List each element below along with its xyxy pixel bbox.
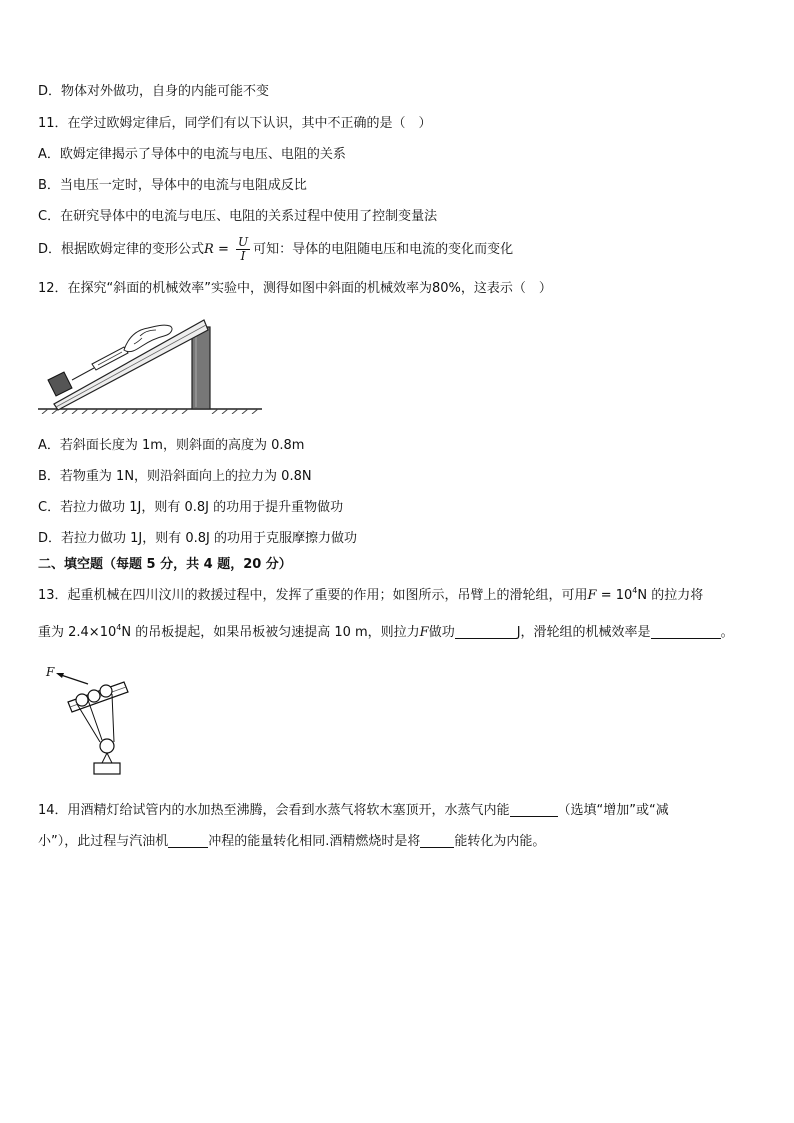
q14-line-2-b: 冲程的能量转化相同.酒精燃烧时是将 — [208, 834, 421, 849]
work-blank[interactable] — [455, 624, 517, 639]
q11-option-a: A．欧姆定律揭示了导体中的电流与电压、电阻的关系 — [38, 147, 346, 162]
q12-option-a: A．若斜面长度为 1m，则斜面的高度为 0.8m — [38, 438, 305, 453]
q13-line-2-e: 。 — [720, 625, 734, 640]
pulley-1 — [76, 694, 88, 706]
movable-pulley — [100, 739, 114, 753]
incline-figure — [36, 312, 266, 414]
block — [48, 372, 72, 396]
q11-stem: 11．在学过欧姆定律后，同学们有以下认识，其中不正确的是（ ） — [38, 116, 432, 131]
force-eq: = 10 — [596, 588, 633, 603]
q11-option-b: B．当电压一定时，导体中的电流与电阻成反比 — [38, 178, 307, 193]
force-exp: 4 — [632, 586, 638, 595]
section-heading: 二、填空题（每题 5 分，共 4 题，20 分） — [38, 557, 292, 572]
q13-line-2-a: 重为 2.4×10 — [38, 625, 117, 640]
q12-option-b: B．若物重为 1N，则沿斜面向上的拉力为 0.8N — [38, 469, 312, 484]
q10-option-d: D．物体对外做功，自身的内能可能不变 — [38, 84, 270, 99]
weight-exp: 4 — [116, 623, 122, 632]
q13-line-2-b: N 的吊板提起，如果吊板被匀速提高 10 m，则拉力 — [121, 625, 420, 640]
q13-line-2-d: J，滑轮组的机械效率是 — [516, 625, 651, 640]
q13-line-2-c: 做功 — [428, 625, 455, 640]
support-block — [192, 327, 210, 409]
stroke-blank[interactable] — [168, 833, 208, 848]
q12-option-d: D．若拉力做功 1J，则有 0.8J 的功用于克服摩擦力做功 — [38, 531, 358, 546]
q14-line-1 — [38, 802, 669, 820]
q13-line-1 — [38, 587, 703, 605]
q14-line-2-c: 能转化为内能。 — [454, 834, 546, 849]
pulley-3 — [100, 685, 112, 697]
internal-energy-blank[interactable] — [510, 802, 558, 817]
q14-line-2 — [38, 833, 545, 851]
incline-board — [54, 320, 208, 410]
q14-line-2-a: 小”），此过程与汽油机 — [38, 834, 169, 849]
force-label: F — [46, 665, 55, 679]
fraction-numerator: U — [237, 235, 249, 249]
pulley-figure — [44, 662, 134, 776]
q11-option-d-prefix: D．根据欧姆定律的变形公式 — [38, 242, 205, 257]
force-var: F — [587, 588, 597, 603]
q11-option-c: C．在研究导体中的电流与电压、电阻的关系过程中使用了控制变量法 — [38, 209, 438, 224]
fraction-denominator: I — [240, 249, 246, 263]
q11-option-d — [38, 236, 513, 263]
force-unit: N 的拉力将 — [637, 588, 704, 603]
q13-line-1-text: 13．起重机械在四川汶川的救援过程中，发挥了重要的作用；如图所示，吊臂上的滑轮组，可用 — [38, 588, 588, 603]
energy-type-blank[interactable] — [420, 833, 454, 848]
efficiency-blank[interactable] — [651, 624, 721, 639]
load-block — [94, 763, 120, 774]
q13-line-2 — [38, 624, 734, 642]
q14-line-1-b: （选填“增加”或“减 — [557, 803, 669, 818]
formula-lhs: R — [204, 242, 214, 257]
q14-line-1-a: 14．用酒精灯给试管内的水加热至沸腾，会看到水蒸气将软木塞顶开，水蒸气内能 — [38, 803, 510, 818]
q12-stem: 12．在探究“斜面的机械效率”实验中，测得如图中斜面的机械效率为80%，这表示（ ） — [38, 281, 552, 296]
formula-eq: = — [213, 242, 233, 257]
q12-option-c: C．若拉力做功 1J，则有 0.8J 的功用于提升重物做功 — [38, 500, 344, 515]
ohm-fraction — [236, 236, 250, 263]
q13-line-2-var: F — [419, 625, 429, 640]
pulley-2 — [88, 690, 100, 702]
q11-option-d-suffix: 可知：导体的电阻随电压和电流的变化而变化 — [253, 242, 514, 257]
